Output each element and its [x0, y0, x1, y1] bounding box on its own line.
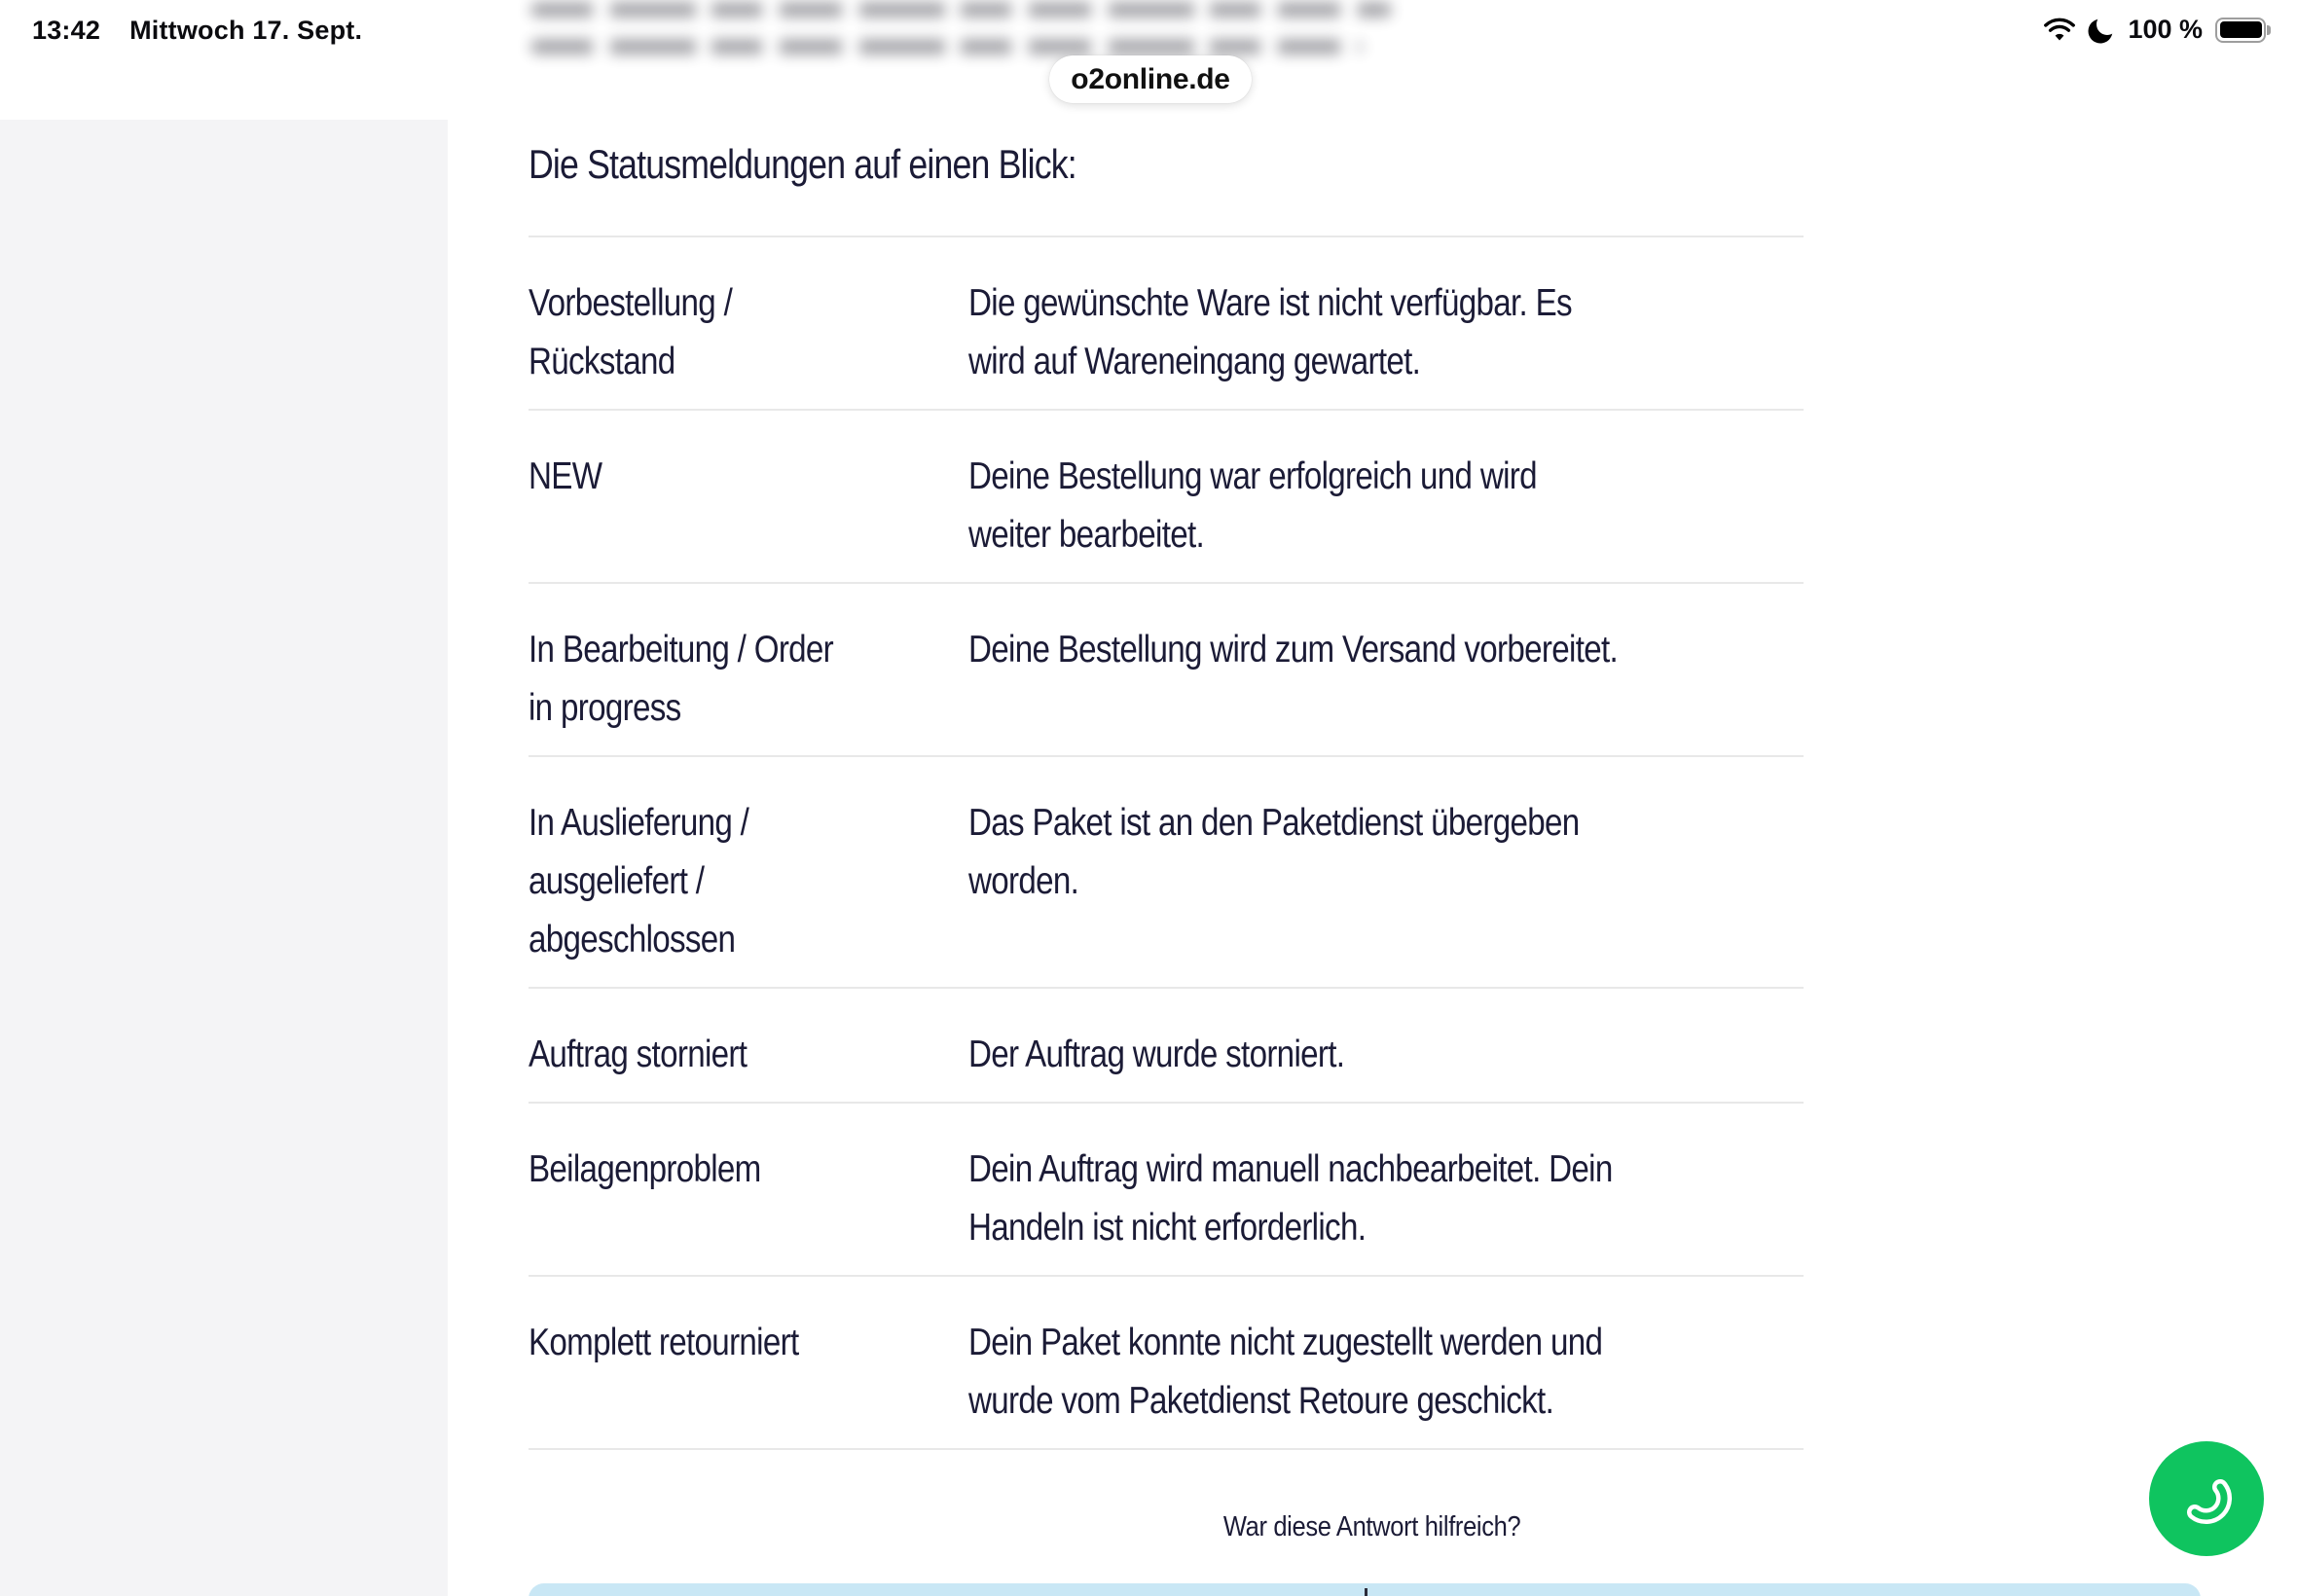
feedback-question: War diese Antwort hilfreich? — [1223, 1511, 1521, 1542]
statusbar-date: Mittwoch 17. Sept. — [129, 16, 363, 45]
description-cell-line: Deine Bestellung wird zum Versand vorbereitet. — [968, 629, 1619, 671]
status-cell-line: Komplett retourniert — [529, 1322, 799, 1363]
table-row — [529, 1275, 1804, 1448]
description-cell-line: Deine Bestellung war erfolgreich und wird — [968, 455, 1537, 497]
address-bar-url: o2online.de — [1071, 62, 1230, 95]
status-cell — [529, 1141, 918, 1257]
sidebar-panel — [0, 120, 448, 1596]
table-row — [529, 1102, 1804, 1275]
feedback-buttons-bar[interactable] — [529, 1583, 2201, 1596]
table-row — [529, 409, 1804, 582]
status-cell — [529, 274, 918, 391]
description-cell-line: wird auf Wareneingang gewartet. — [968, 341, 1421, 382]
table-row — [529, 987, 1804, 1102]
description-cell — [968, 1026, 1804, 1084]
description-cell-line: Dein Auftrag wird manuell nachbearbeitet. Dein — [968, 1148, 1613, 1190]
description-cell-line: Handeln ist nicht erforderlich. — [968, 1207, 1367, 1249]
phone-icon — [2174, 1467, 2239, 1531]
battery-percent: 100 % — [2128, 15, 2203, 44]
status-cell — [529, 448, 918, 564]
statusbar-left — [32, 16, 362, 46]
blurred-page-text — [530, 0, 1406, 68]
status-cell — [529, 621, 918, 738]
wifi-icon — [2044, 18, 2075, 43]
status-cell — [529, 1026, 918, 1084]
table-row — [529, 755, 1804, 987]
description-cell-line: wurde vom Paketdienst Retoure geschickt. — [968, 1380, 1554, 1422]
description-cell-line: worden. — [968, 860, 1079, 902]
description-cell — [968, 274, 1804, 391]
status-cell — [529, 1314, 918, 1431]
description-cell-line: Das Paket ist an den Paketdienst übergeben — [968, 802, 1580, 844]
statusbar-time: 13:42 — [32, 16, 101, 45]
blurred-text-line — [530, 39, 1363, 54]
status-cell-line: NEW — [529, 455, 602, 497]
description-cell — [968, 1141, 1804, 1257]
description-cell — [968, 621, 1804, 738]
status-cell-line: Beilagenproblem — [529, 1148, 761, 1190]
status-cell-line: Auftrag storniert — [529, 1034, 747, 1075]
description-cell-line: Dein Paket konnte nicht zugestellt werden und — [968, 1322, 1603, 1363]
description-cell-line: Der Auftrag wurde storniert. — [968, 1034, 1345, 1075]
description-cell-line: Die gewünschte Ware ist nicht verfügbar. Es — [968, 282, 1572, 324]
description-cell — [968, 794, 1804, 969]
status-cell-line: abgeschlossen — [529, 919, 736, 961]
status-cell-line: in progress — [529, 687, 681, 729]
description-cell — [968, 1314, 1804, 1431]
status-table — [529, 236, 1804, 1450]
feedback-buttons-divider — [1365, 1588, 1367, 1596]
battery-icon — [2215, 18, 2271, 43]
blurred-text-line — [530, 2, 1392, 18]
table-row — [529, 582, 1804, 755]
statusbar-right — [2044, 15, 2271, 45]
status-cell-line: Rückstand — [529, 341, 675, 382]
description-cell — [968, 448, 1804, 564]
table-row — [529, 236, 1804, 409]
description-cell-line: weiter bearbeitet. — [968, 514, 1205, 556]
call-button[interactable] — [2149, 1441, 2264, 1556]
page-title: Die Statusmeldungen auf einen Blick: — [529, 141, 1076, 187]
moon-icon — [2088, 17, 2115, 44]
status-cell — [529, 794, 918, 969]
status-cell-line: ausgeliefert / — [529, 860, 705, 902]
status-cell-line: Vorbestellung / — [529, 282, 733, 324]
status-cell-line: In Auslieferung / — [529, 802, 749, 844]
address-bar-pill[interactable] — [1049, 55, 1252, 103]
status-cell-line: In Bearbeitung / Order — [529, 629, 834, 671]
